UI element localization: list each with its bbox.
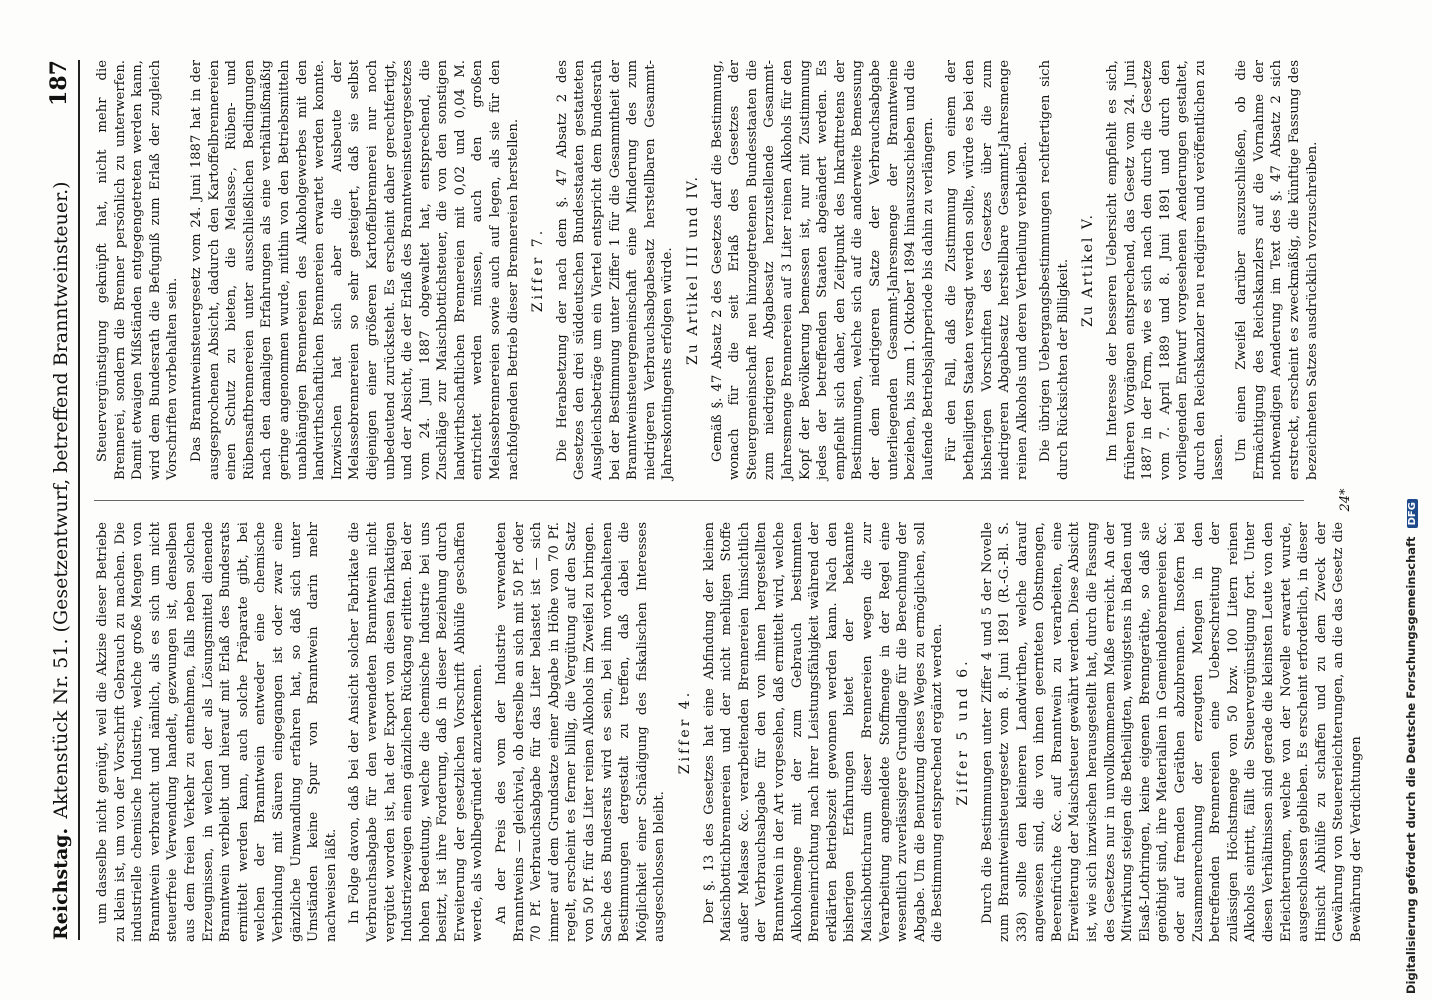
paragraph: Die Herabsetzung der nach dem §. 47 Absatz 2 des Gesetzes den drei süddeutschen Bundesstaaten gestatteten Ausgleichsbeträge um ein Viertel entspricht dem Bundesrath bei der Bestimmung unter Ziffer 1 für die Gesammtheit der Branntweinsteuergemeinschaft eine Minderung des zum niedrigeren Verbrauchsabgabesatz herstellbaren Gesammt-Jahreskontingents erfolgen würde.: [554, 60, 676, 480]
digitization-credit-text: Digitalisierung gefördert durch die Deutsche Forschungsgemeinschaft: [1404, 536, 1418, 994]
page-number: 187: [46, 60, 72, 106]
section-heading: Ziffer 7.: [530, 227, 547, 313]
paragraph: um dasselbe nicht genügt, weil die Akzise dieser Betriebe zu klein ist, um von der Vorschrift Gebrauch zu machen. Die industrielle chemische Industrie, welche große Mengen von Branntwein verbraucht und nämlich, als es sich um nicht steuerfreie Verwendung handelt, gezwungen ist, denselben aus dem freien Verkehr zu entnehmen, falls neben solchen Erzeugnissen, in welchen der als Lösungsmittel dienende Branntwein verbleibt und hierauf mit Erlaß des Bundesrats ermittelt werden kann, auch solche Präparate gibt, bei welchen der Branntwein entweder eine chemische Verbindung mit Säuren eingegangen ist oder zwar eine gänzliche Umwandlung erfahren hat, so daß sich unter Umständen keine Spur von Branntwein darin mehr nachweisen läßt.: [95, 522, 339, 942]
right-column: [94, 60, 1327, 480]
paragraph: Das Branntweinsteuergesetz vom 24. Juni 1887 hat in der ausgesprochenen Absicht, dadurch den Kartoffelbrennereien einen Schutz zu bieten, die Melasse-, Rüben- und Rübensaftbrennereien unter ausschließlichen Bedingungen nach den damaligen Erfahrungen als eine verhältnißmäßig geringe angenommen wurde, mithin von den Betriebsmitteln unabhängigen Brennereien des Alkoholgewerbes mit den landwirthschaftlichen Brennereien erwartet werden konnte. Inzwischen hat sich aber die Ausbeute der Melassebrennereien so sehr gesteigert, daß sie selbst diejenigen einer größeren Kartoffelbrennerei nur noch unbedeutend zurücksteht. Es erscheint daher gerechtfertigt, und der Absicht, die der Erlaß des Branntweinsteuergesetzes vom 24. Juni 1887 obgewaltet hat, entsprechend, die Zuschläge zur Maischbottichsteuer, die von den sonstigen landwirthschaftlichen Brennereien mit 0,02 und 0,04 M. entrichtet werden müssen, auch den großen Melassebrennereien sowie auch auf legen, als sie für den nachfolgenden Betrieb dieser Brennereien herstellen.: [188, 60, 521, 480]
paragraph: An der Preis des vom der Industrie verwendeten Branntweins — gleichviel, ob derselbe an sich mit 50 Pf. oder 70 Pf. Verbrauchsabgabe für das Liter belastet ist — sich immer auf dem Grundsatze einer Abgabe in Höhe von 70 Pf. regelt, erscheint es ferner billig, die Vergütung auf den Satz von 50 Pf. für das Liter reinen Alkohols im Zweifel zu bringen. Sache des Bundesrats wird es sein, bei ihm vorbehaltenen Bestimmungen dergestalt zu treffen, daß dabei die Möglichkeit einer Schädigung des fiskalischen Interesses ausgeschlossen bleibt.: [494, 522, 668, 942]
paragraph: Gemäß §. 47 Absatz 2 des Gesetzes darf die Bestimmung, wonach für die seit Erlaß des Gesetzes der Steuergemeinschaft neu hinzugetretenen Bundesstaaten die zum niedrigeren Abgabesatz herzustellende Gesammt-Jahresmenge Brennereien auf 3 Liter reinen Alkohols für den Kopf der Bevölkerung bemessen ist, nur mit Zustimmung jedes der betreffenden Staaten abgeändert werden. Es empfiehlt sich daher, den Zeitpunkt des Inkrafttretens der Bestimmungen, welche sich auf die anderweite Bemessung der dem niedrigeren Satze der Verbrauchsabgabe unterliegenden Gesammt-Jahresmenge der Branntweine beziehen, bis zum 1. Oktober 1894 hinauszuschieben und die laufende Betriebsjahrperiode bis dahin zu verlängern.: [709, 60, 936, 480]
paragraph: Durch die Bestimmungen unter Ziffer 4 und 5 der Novelle zum Branntweinsteuergesetz vom 8. Juni 1891 (R.-G.-Bl. S. 338) sollte den kleineren Landwirthen, welche darauf angewiesen sind, die von ihnen geernteten Obstmengen, Beerenfrüchte &c. auf Branntwein zu verarbeiten, eine Erweiterung der Maischsteuer gewährt werden. Diese Absicht ist, wie sich inzwischen herausgestellt hat, durch die Fassung des Gesetzes nur in unvollkommenem Maße erreicht. An der Mitwirkung steigen die Betheiligten, wenigstens in Baden und Elsaß-Lothringen, keine eigenen Brenngeräthe, so daß sie genöthigt sind, ihre Materialien in Gemeindebrennereien &c. oder auf fremden Geräthen abzubrennen. Insofern bei Zusammenrechnung der erzeugten Mengen in den betreffenden Brennereien eine Ueberschreitung der zulässigen Höchstmenge von 50 bzw. 100 Litern reinen Alkohols eintritt, fällt die Steuervergünstigung fort. Unter diesen Verhältnissen sind gerade die kleinsten Leute von den Erleichterungen, welche von der Novelle erwartet wurde, ausgeschlossen geblieben. Es erscheint erforderlich, in dieser Hinsicht Abhülfe zu schaffen und zu dem Zweck der Gewährung von Steuererleichterungen, an die das Gesetz die Bewährung der Verdichtungen: [979, 522, 1364, 942]
dfg-logo-icon: DFG: [1407, 499, 1418, 528]
page-header: [44, 60, 80, 940]
paragraph: Der §. 13 des Gesetzes hat eine Abfindung der kleinen Maischbottichbrennereien und der nicht mehligen Stoffe außer Melasse &c. verarbeitenden Brennereien hinsichtlich der Verbrauchsabgabe für den von ihnen hergestellten Branntwein in der Art vorgesehen, daß ermittelt wird, welche Alkoholmenge mit der zum Gebrauch bestimmten Brenneinrichtung nach ihrer Leistungsfähigkeit während der erklärten Betriebszeit gewonnen werden kann. Nach den bisherigen Erfahrungen bietet der bekannte Maischbottichraum dieser Brennereien wegen die zur Verarbeitung angemeldete Stoffmenge in der Regel eine wesentlich zuverlässigere Grundlage für die Berechnung der Abgabe. Um die Benutzung dieses Weges zu ermöglichen, soll die Bestimmung entsprechend ergänzt werden.: [701, 522, 946, 942]
digitization-credit: [1404, 0, 1424, 1000]
section-heading: Ziffer 4.: [677, 689, 693, 775]
paragraph: Für den Fall, daß die Zustimmung von einem der betheiligten Staaten versagt werden sollte, würde es bei den bisherigen Vorschriften des Gesetzes über die zum niedrigeren Abgabesatz herstellbare Gesammt-Jahresmenge reinen Alkohols und deren Vertheilung verbleiben.: [944, 60, 1030, 480]
printer-signature-mark: 24*: [1338, 488, 1353, 512]
column-divider: [94, 500, 1304, 501]
section-heading: Zu Artikel III und IV.: [685, 175, 701, 365]
section-heading: Ziffer 5 und 6.: [954, 658, 971, 806]
paragraph: Steuervergünstigung geknüpft hat, nicht mehr die Brennerei, sondern die Brenner persönlich zu unterwerfen. Damit etwaigen Mißständen entgegengetreten werden kann, wird dem Bundesrath die Befugniß zum Erlaß der zugleich Vorschriften vorbehalten sein.: [95, 60, 181, 480]
section-heading: Zu Artikel V.: [1080, 213, 1097, 327]
paragraph: Die übrigen Uebergangsbestimmungen rechtfertigen sich durch Rücksichten der Billigkeit.: [1038, 60, 1071, 480]
paragraph: Um einen Zweifel darüber auszuschließen, ob die Ermächtigung des Reichskanzlers auf die Vornahme der nothwendigen Aenderung im Text des §. 47 Absatz 2 sich erstreckt, erscheint es zweckmäßig, die künftige Fassung des bezeichneten Satzes ausdrücklich vorzuschreiben.: [1234, 60, 1320, 480]
paragraph: Im Interesse der besseren Uebersicht empfiehlt es sich, früheren Vorgängen entsprechend, das Gesetz vom 24. Juni 1887 in der Form, wie es sich nach den durch die Gesetze vom 7. April 1889 und 8. Juni 1891 und durch den vorliegenden Entwurf vorgesehenen Aenderungen gestaltet, durch den Reichskanzler neu redigiren und veröffentlichen zu lassen.: [1105, 60, 1226, 480]
paragraph: In Folge davon, daß bei der Ansicht solcher Fabrikate die Verbrauchsabgabe für den verwendeten Branntwein nicht vergütet worden ist, hat der Export von diesen fabrikatigen Industriezweigen einen gänzlichen Rückgang erlitten. Bei der hohen Bedeutung, welche die chemische Industrie bei uns besitzt, ist ihre Forderung, daß in dieser Beziehung durch Erweiterung der gesetzlichen Vorschrift Abhülfe geschaffen werde, als wohlbegründet anzuerkennen.: [347, 522, 486, 942]
left-column: [94, 522, 1372, 942]
header-chamber: Reichstag.: [50, 827, 72, 940]
header-document-title: Aktenstück Nr. 51. (Gesetzentwurf, betreffend Branntweinsteuer.): [50, 181, 72, 819]
